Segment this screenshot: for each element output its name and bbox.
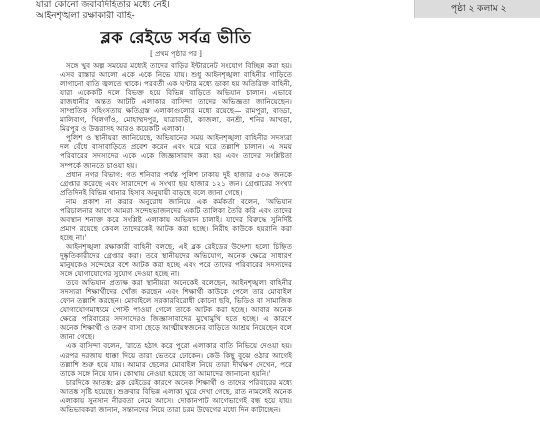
top-line-2: আইনশৃঙ্খলা রক্ষাকারী বাহি- [36,11,135,21]
top-line-1: যারা কোনো জবাবদিহিতার মধ্যে নেই। [36,0,170,10]
paragraph-3: প্রধান নগর বিভাগ: গত শনিবার পর্যন্ত পুলিশ ঢাকায় দুই হাজার ৫৩৬ জনকে গ্রেপ্তার করেছে এবং সারাদেশে এ সংখ্যা ছয় হাজার ১২১ জন। গ্রেপ্তারের সংখ্যা প্রতিদিনই বিভিন্ন থানার হিসাব অনুযায়ী বাড়ছে বলে জানা গেছে। [60,169,292,197]
headline: ব্লক রেইডে সর্বত্র ভীতি [100,28,252,47]
article [60,28,292,414]
paragraph-2: পুলিশ ও স্থানীয়রা জানিয়েছে, অভিযানের সময় আইনশৃঙ্খলা বাহিনীর সদস্যরা দল বেঁধে বাসাবাড়িতে প্রবেশ করেন এবং ঘরে ঘরে তল্লাশি চালান। এ সময় পরিবারের সদস্যদের একে একে জিজ্ঞাসাবাদ করা হয় এবং তাদের সংশ্লিষ্টতা সম্পর্কে জানতে চাওয়া হয়। [60,133,292,170]
paragraph-4: নাম প্রকাশ না করার অনুরোধ জানিয়ে এক কর্মকর্তা বলেন, 'অভিযান পরিচালনার আগে আমরা সন্দেহভাজনদের একটি তালিকা তৈরি করি এবং তাদের অবস্থান শনাক্ত করে সংশ্লিষ্ট এলাকায় অভিযান চালাই। যাদের বিরুদ্ধে সুনির্দিষ্ট প্রমাণ রয়েছে কেবল তাদেরকেই আটক করা হচ্ছে। নিরীহ কাউকে হয়রানি করা হচ্ছে না।' [60,196,292,242]
continued-from-label: [ প্রথম পৃষ্ঠার পর ] [150,50,202,58]
paragraph-5: আইনশৃঙ্খলা রক্ষাকারী বাহিনী বলছে, এই ব্লক রেইডের উদ্দেশ্য হলো চিহ্নিত দুষ্কৃতিকারীদের গ্রেপ্তার করা। তবে স্থানীয়দের অভিযোগ, অনেক ক্ষেত্রে সাধারণ মানুষকেও সন্দেহের বশে আটক করা হচ্ছে এবং পরে তাদের পরিবারের সদস্যদের সঙ্গে যোগাযোগের সুযোগ দেওয়া হচ্ছে না। [60,241,292,279]
paragraph-6: তবে অভিযান প্রত্যক্ষ করা স্থানীয়রা অনেকেই বলেছেন, আইনশৃঙ্খলা বাহিনীর সদস্যরা শিক্ষার্থীদের খোঁজ করছেন এবং শিক্ষার্থী কাউকে পেলে তার মোবাইল ফোন তল্লাশি করছেন। মোবাইলে সরকারবিরোধী কোনো ছবি, ভিডিও বা সামাজিক যোগাযোগমাধ্যমে পোস্ট পাওয়া গেলে তাকে আটক করা হচ্ছে। আবার অনেক ক্ষেত্রে পরিবারের সদস্যদেরও জিজ্ঞাসাবাদের মুখোমুখি হতে হচ্ছে। এ কারণে অনেক শিক্ষার্থী ও তরুণ বাসা ছেড়ে আত্মীয়স্বজনের বাড়িতে আশ্রয় নিয়েছেন বলে জানা গেছে। [60,278,292,342]
paragraph-8: চারদিকে আতঙ্ক: ব্লক রেইডের কারণে অনেক শিক্ষার্থী ও তাদের পরিবারের মধ্যে আতঙ্ক সৃষ্টি হয়েছে। শুক্রবার বিভিন্ন এলাকা ঘুরে দেখা গেছে, রাত নামলেই অনেক এলাকায় সুনসান নীরবতা নেমে আসে। দোকানপাট আগেভাগেই বন্ধ হয়ে যায়। অভিভাবকরা জানান, সন্তানদের নিয়ে তারা চরম উদ্বেগের মধ্যে দিন কাটাচ্ছেন। [60,377,292,414]
page-column-tag: পৃষ্ঠা ২ কলাম ২ [414,0,540,18]
article-body [60,61,292,414]
top-lines [36,0,266,22]
paragraph-1: সঙ্গে খুব অল্প সময়ের মধ্যেই তাদের বাড়ির ইন্টারনেট সংযোগ বিচ্ছিন্ন করা হয়। এসব রাস্তার আলো একে একে নিভে যায়। শুধু আইনশৃঙ্খলা বাহিনীর গাড়িতে লাগানো বাতি জ্বলতে থাকে। পরবর্তী এক ঘণ্টার মধ্যে ডাকা হয় অতিরিক্ত বাহিনী, যারা একেকটি দলে বিভক্ত হয়ে বিভিন্ন বাড়িতে অভিযান চালান। এভাবে রাজধানীর অন্তত আটটি এলাকার বাসিন্দা তাদের অভিজ্ঞতা জানিয়েছেন। সাম্প্রতিক সহিংসতায় ক্ষতিগ্রস্ত এলাকাগুলোর মধ্যে রয়েছে— রামপুরা, বাড্ডা, মালিবাগ, খিলগাঁও, মোহাম্মদপুর, যাত্রাবাড়ী, কাজলা, বনশ্রী, শনির আখড়া, মিরপুর ও উত্তরাসহ আরও কয়েকটি এলাকা। [60,61,292,134]
paragraph-7: এক বাসিন্দা বলেন, 'রাতে হঠাৎ করে পুরো এলাকার বাতি নিভিয়ে দেওয়া হয়। এরপর দরজায় ধাক্কা দিয়ে তারা ভেতরে ঢোকেন। কেউ কিছু বুঝে ওঠার আগেই তল্লাশি শুরু হয়ে যায়। আমার ছেলের মোবাইল নিয়ে তারা দীর্ঘক্ষণ দেখেন, পরে তাকে সঙ্গে নিয়ে যান। কোথায় নেওয়া হয়েছে তা আমাদের জানানো হয়নি।' [60,341,292,378]
